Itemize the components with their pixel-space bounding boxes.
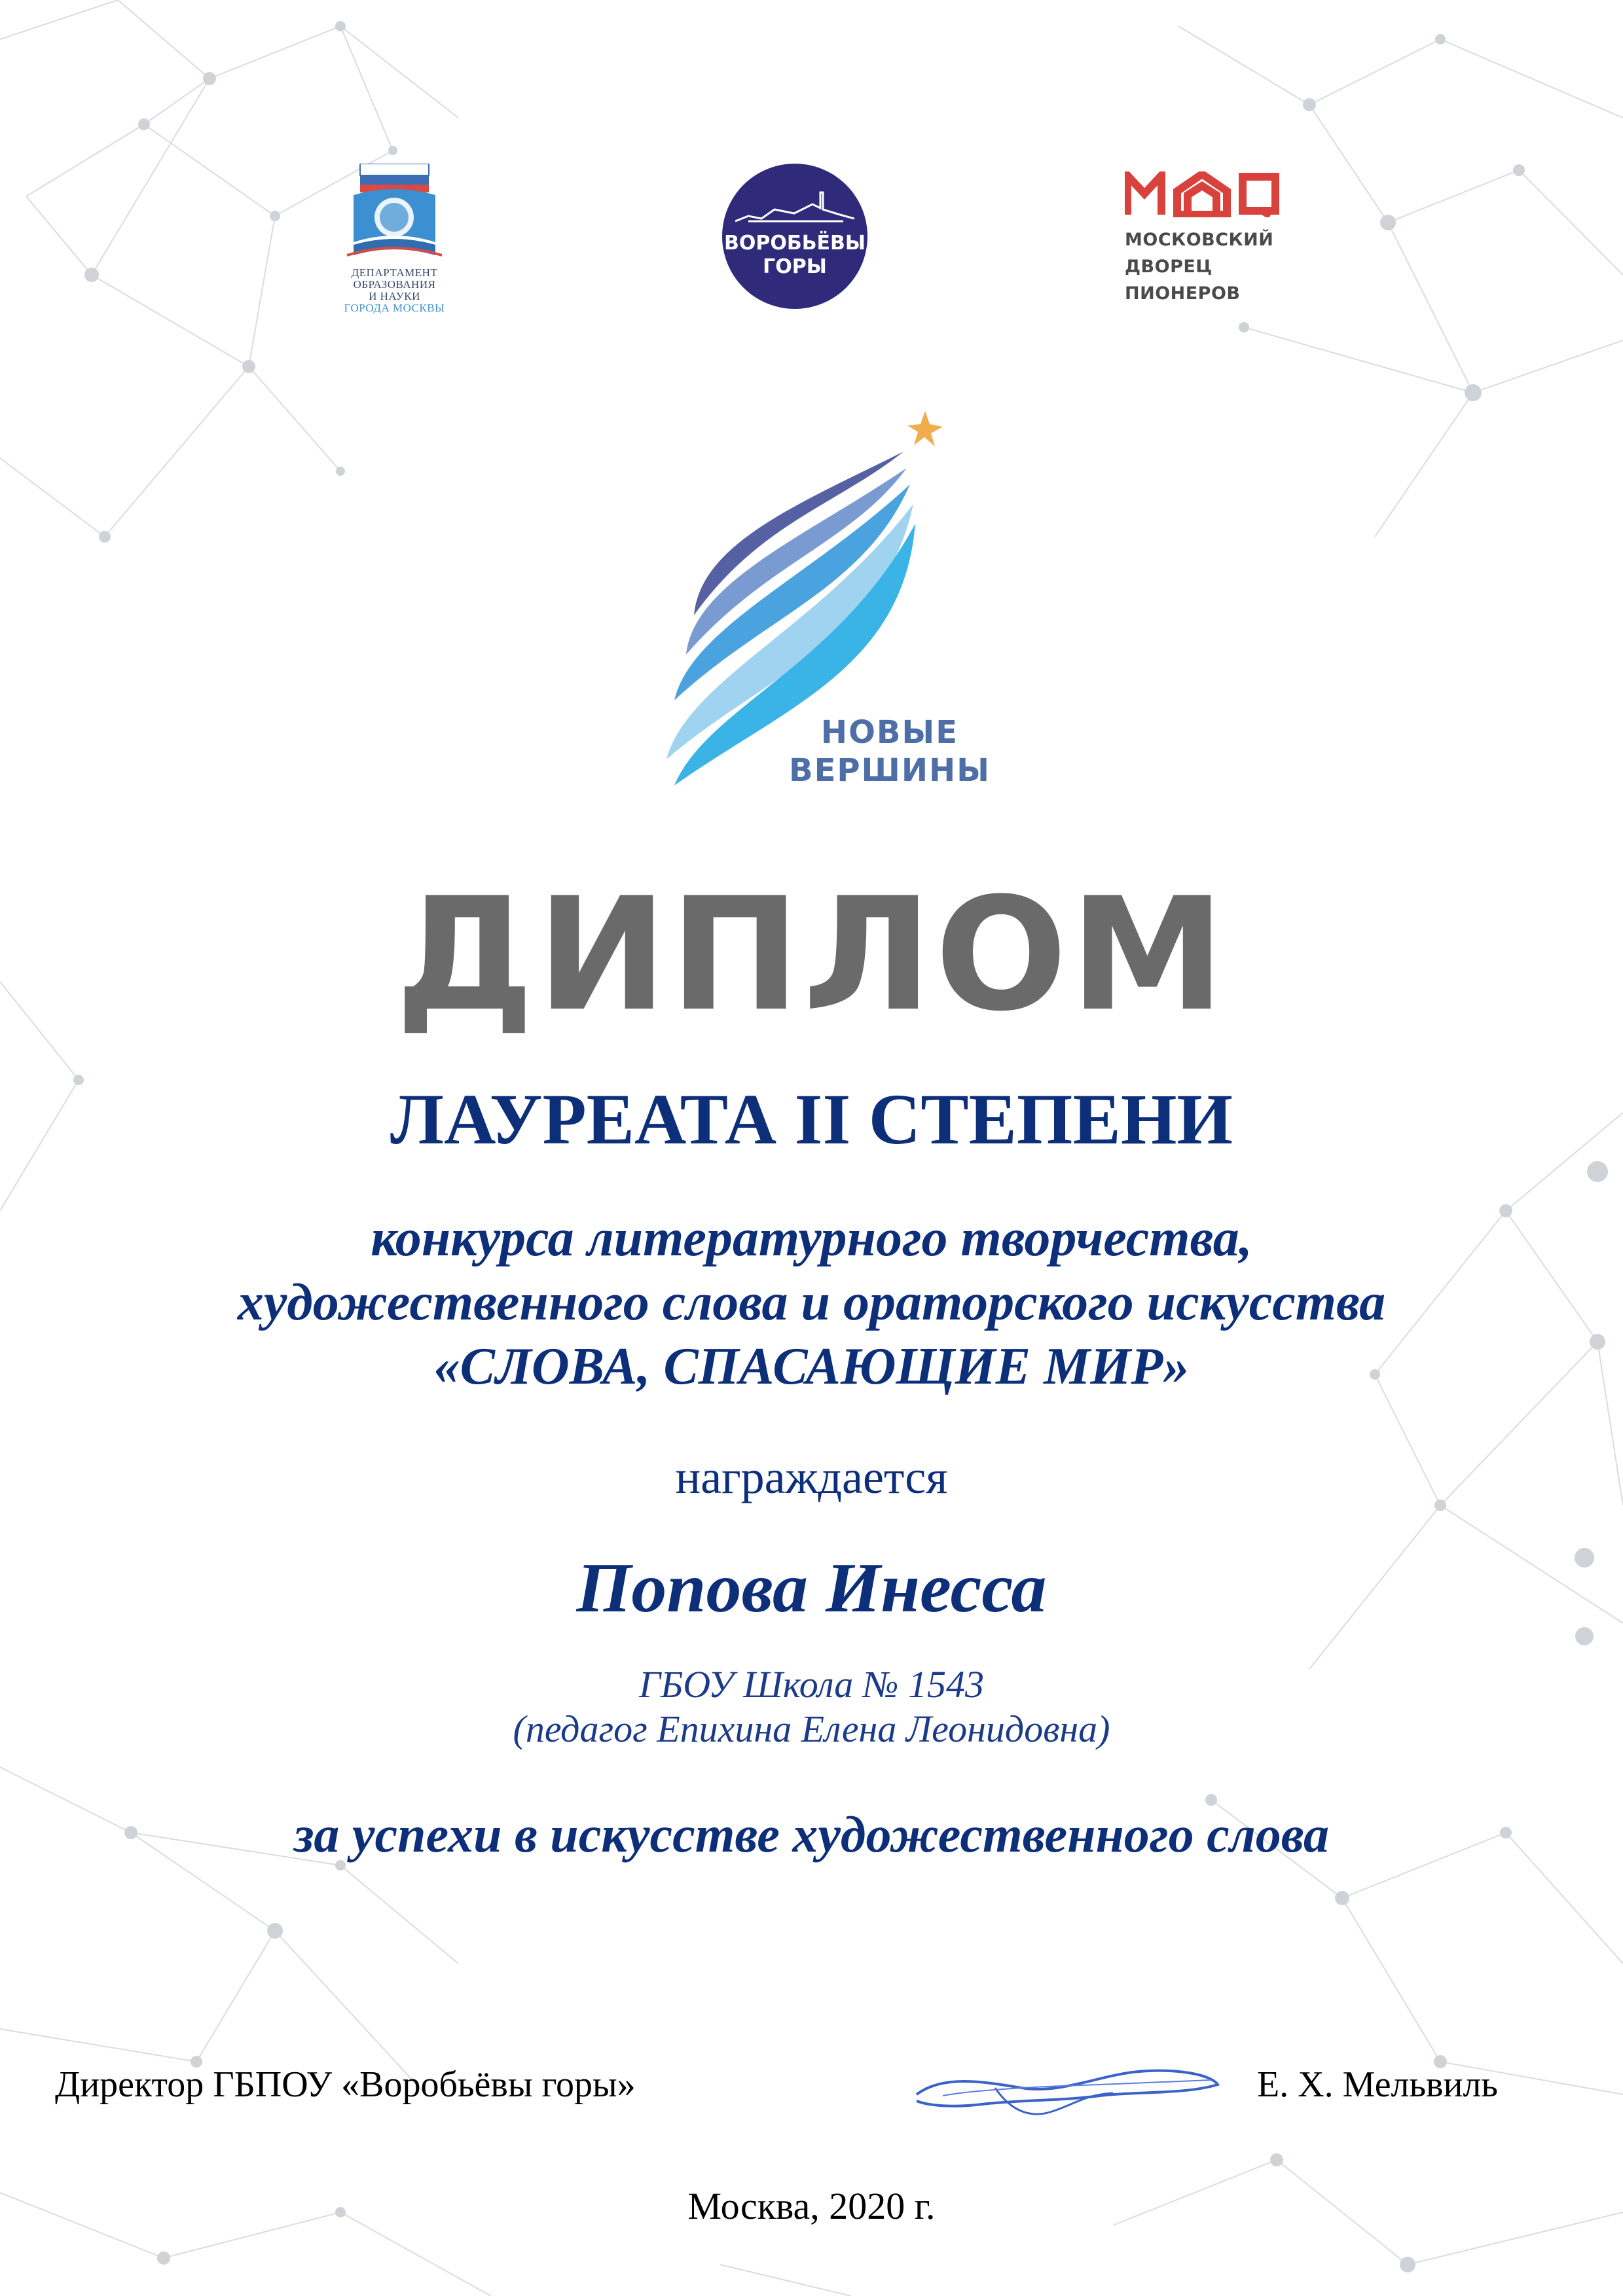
department-education-logo: [327, 164, 462, 327]
novye-vershiny-logo: [655, 393, 991, 798]
mdp-line1: МОСКОВСКИЙ: [1125, 230, 1274, 250]
contest-description: [0, 1206, 1623, 1399]
department-caption-line3: И НАУКИ: [369, 290, 420, 302]
recipient-name: Попова Инесса: [576, 1549, 1047, 1627]
department-emblem-icon: [327, 164, 462, 268]
vorobyovy-gory-line1: ВОРОБЬЁВЫ: [723, 232, 866, 255]
department-caption-city: ГОРОДА МОСКВЫ: [344, 302, 445, 314]
contest-line2: художественного слова и ораторского искусства: [237, 1274, 1386, 1331]
contest-line1: конкурса литературного творчества,: [371, 1210, 1252, 1267]
school-name: ГБОУ Школа № 1543: [639, 1663, 984, 1706]
diploma-title: ДИПЛОМ: [395, 865, 1228, 1046]
novye-vershiny-line2: ВЕРШИНЫ: [789, 752, 991, 789]
vorobyovy-gory-line2: ГОРЫ: [763, 255, 827, 278]
signatory-position: Директор ГБПОУ «Воробьёвы горы»: [55, 2064, 636, 2105]
skyline-icon: [735, 190, 854, 223]
mdp-line2: ДВОРЕЦ: [1125, 257, 1213, 277]
department-caption-line1: ДЕПАРТАМЕНТ: [351, 266, 438, 279]
handwritten-signature: [903, 2049, 1231, 2127]
school-info: [0, 1662, 1623, 1751]
novye-vershiny-line1: НОВЫЕ: [820, 714, 959, 751]
mdp-mark-icon: [1125, 171, 1279, 217]
teacher-name: (педагог Епихина Елена Леонидовна): [513, 1708, 1110, 1750]
vorobyovy-gory-logo: [722, 164, 867, 309]
mdp-line3: ПИОНЕРОВ: [1125, 283, 1241, 304]
signatory-name: Е. Х. Мельвиль: [1257, 2064, 1498, 2105]
laureate-degree: ЛАУРЕАТА II СТЕПЕНИ: [390, 1079, 1233, 1159]
city-year: Москва, 2020 г.: [687, 2185, 936, 2227]
moscow-palace-pioneers-logo: [1125, 171, 1288, 315]
awarded-label: награждается: [675, 1451, 948, 1503]
contest-name: «СЛОВА, СПАСАЮЩИЕ МИР»: [433, 1338, 1190, 1395]
award-reason: за успехи в искусстве художественного слова: [293, 1806, 1330, 1863]
department-caption-line2: ОБРАЗОВАНИЯ: [353, 278, 436, 291]
